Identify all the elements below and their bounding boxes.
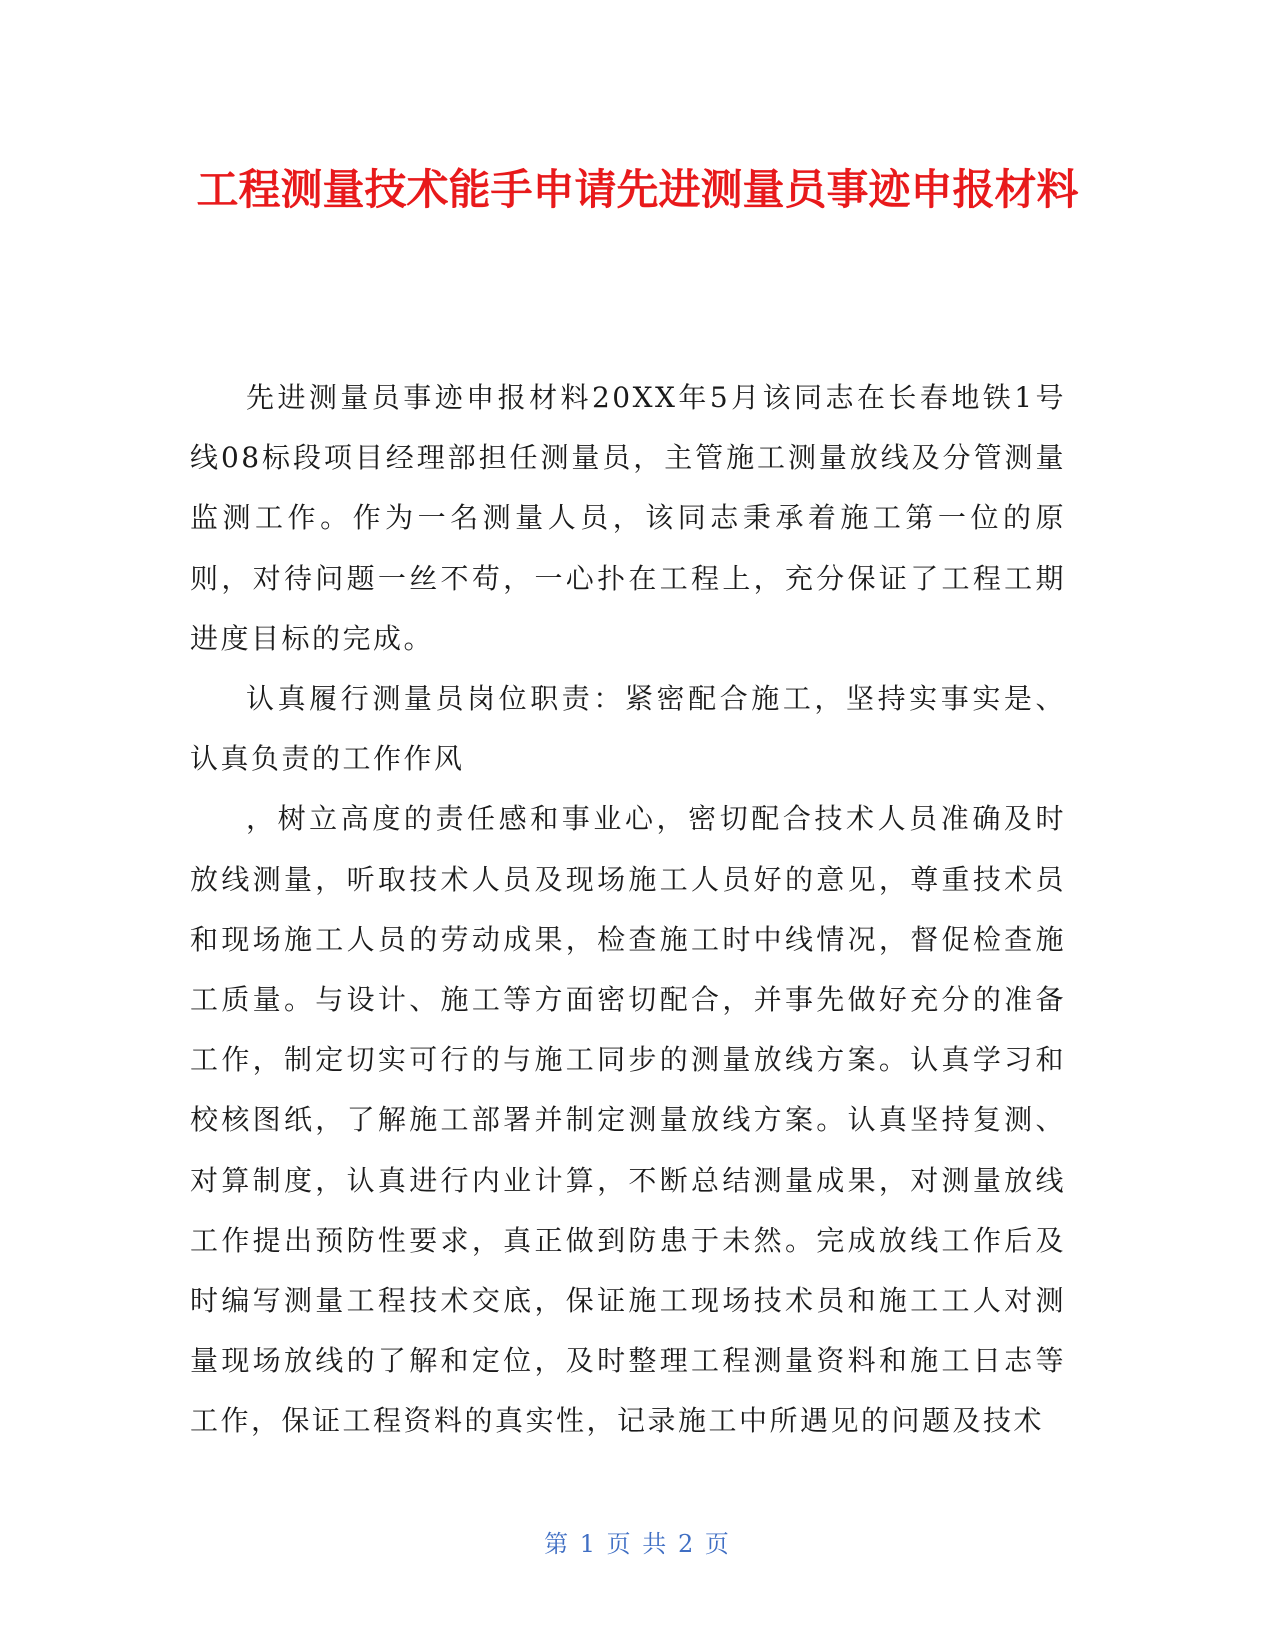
paragraph-1: 先进测量员事迹申报材料20XX年5月该同志在长春地铁1号线08标段项目经理部担任测量员，主管施工测量放线及分管测量监测工作。作为一名测量人员，该同志秉承着施工第一位的原则，对待问题一丝不苟，一心扑在工程上，充分保证了工程工期进度目标的完成。 bbox=[190, 381, 1066, 655]
document-title: 工程测量技术能手申请先进测量员事迹申报材料 bbox=[196, 165, 1079, 214]
document-body bbox=[190, 368, 1066, 1452]
paragraph-3: ，树立高度的责任感和事业心，密切配合技术人员准确及时放线测量，听取技术人员及现场施工人员好的意见，尊重技术员和现场施工人员的劳动成果，检查施工时中线情况，督促检查施工质量。与设计、施工等方面密切配合，并事先做好充分的准备工作，制定切实可行的与施工同步的测量放线方案。认真学习和校核图纸，了解施工部署并制定测量放线方案。认真坚持复测、对算制度，认真进行内业计算，不断总结测量成果，对测量放线工作提出预防性要求，真正做到防患于未然。完成放线工作后及时编写测量工程技术交底，保证施工现场技术员和施工工人对测量现场放线的了解和定位，及时整理工程测量资料和施工日志等工作，保证工程资料的真实性，记录施工中所遇见的问题及技术 bbox=[190, 802, 1066, 1438]
paragraph-2: 认真履行测量员岗位职责：紧密配合施工，坚持实事实是、认真负责的工作作风 bbox=[190, 682, 1066, 776]
page-footer: 第 1 页 共 2 页 bbox=[544, 1530, 731, 1558]
